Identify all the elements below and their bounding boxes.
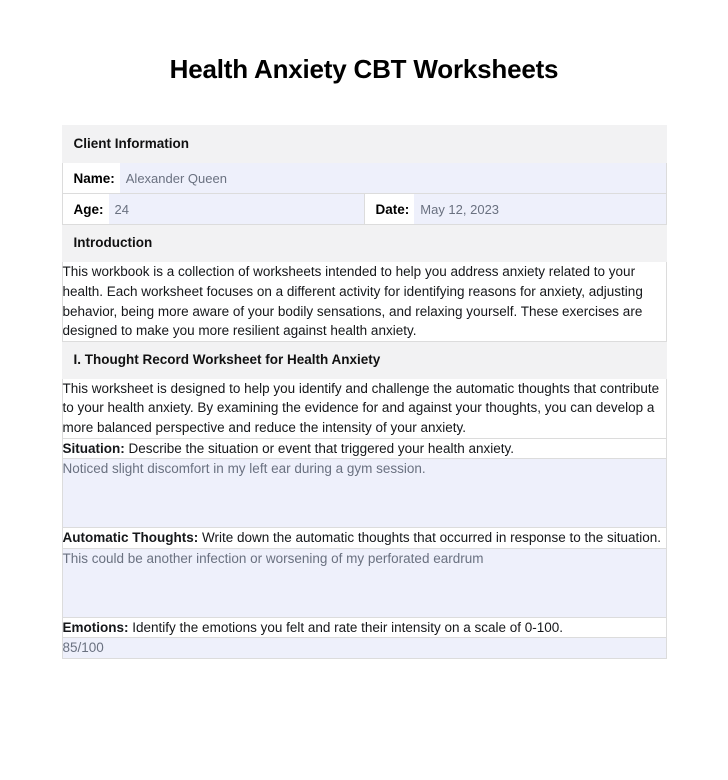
table-row-emotions-answer	[62, 638, 666, 659]
page-title: Health Anxiety CBT Worksheets	[169, 54, 559, 84]
section-title-introduction: Introduction	[73, 235, 153, 251]
situation-prompt-text: Describe the situation or event that triggered your health anxiety.	[128, 440, 514, 456]
worksheet-table	[62, 125, 667, 659]
section-title-thought-record: I. Thought Record Worksheet for Health Anxiety	[73, 351, 381, 367]
emotions-prompt	[62, 617, 666, 638]
automatic-thoughts-answer-input[interactable]: This could be another infection or worsening of my perforated eardrum	[62, 548, 666, 617]
name-label: Name:	[63, 163, 120, 193]
section-header-thought-record	[62, 341, 666, 378]
table-row-automatic-thoughts-prompt	[62, 528, 666, 549]
date-input[interactable]: May 12, 2023	[414, 194, 665, 224]
section-title-client-information: Client Information	[73, 136, 189, 151]
thought-record-body-text: This worksheet is designed to help you identify and challenge the automatic thoughts that contribute to your health anxiety. By examining the evidence for and against your thoughts, you can develop a more balanced perspective and reduce the intensity of your anxiety.	[62, 378, 666, 438]
table-row-automatic-thoughts-answer	[62, 548, 666, 617]
emotions-answer-input[interactable]: 85/100	[62, 638, 666, 659]
introduction-body-text: This workbook is a collection of worksheets intended to help you address anxiety related to your health. Each worksheet focuses on a different activity for identifying reasons for anxiety, adjusting behavior, being more aware of your bodily sensations, and relaxing yourself. These exercises are designed to make you more resilient against health anxiety.	[62, 262, 666, 341]
automatic-thoughts-label: Automatic Thoughts:	[62, 530, 199, 546]
age-label: Age:	[63, 194, 109, 224]
table-row-emotions-prompt	[62, 617, 666, 638]
emotions-prompt-text: Identify the emotions you felt and rate their intensity on a scale of 0-100.	[132, 619, 564, 635]
table-row-situation-prompt	[62, 438, 666, 459]
table-row-thought-record-body	[62, 378, 666, 438]
emotions-label: Emotions:	[62, 619, 129, 635]
automatic-thoughts-prompt	[62, 528, 666, 549]
situation-prompt	[62, 438, 666, 459]
name-input[interactable]: Alexander Queen	[120, 163, 666, 193]
section-header-introduction	[62, 225, 666, 262]
table-row-name	[62, 163, 666, 194]
table-row-introduction-body	[62, 262, 666, 341]
date-label: Date:	[365, 194, 415, 224]
section-header-client-information	[62, 126, 666, 163]
table-row-age-date	[62, 194, 666, 225]
age-input[interactable]: 24	[109, 194, 364, 224]
situation-answer-input[interactable]: Noticed slight discomfort in my left ear during a gym session.	[62, 459, 666, 528]
automatic-thoughts-prompt-text: Write down the automatic thoughts that occurred in response to the situation.	[202, 530, 662, 546]
table-row-situation-answer	[62, 459, 666, 528]
situation-label: Situation:	[62, 440, 125, 456]
